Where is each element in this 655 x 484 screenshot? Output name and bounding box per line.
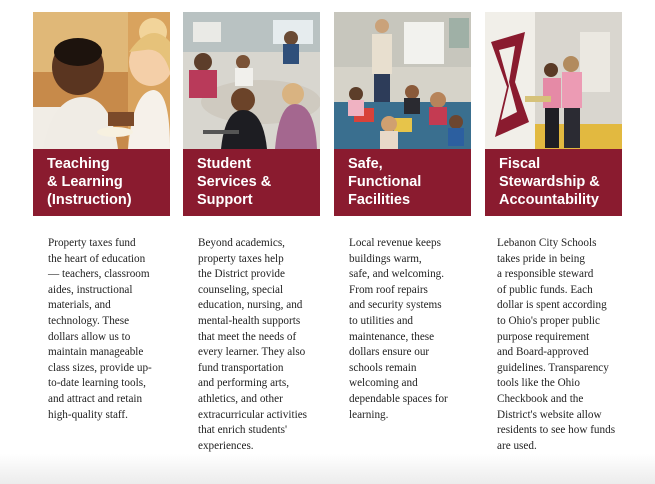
- category-description: Local revenue keeps buildings warm, safe, and welcoming. From roof repairs and security systems to utilities and maintenance, these dollars ensure our schools remain welcoming and dependable spaces for learning.: [349, 237, 448, 421]
- card-teaching-learning: [33, 12, 170, 423]
- category-band: [33, 149, 170, 216]
- photo-classroom-students: [183, 12, 320, 149]
- category-band: [183, 149, 320, 216]
- photo-classroom-carpet: [334, 12, 471, 149]
- photo-hallway-staff: [485, 12, 622, 149]
- category-description: Beyond academics, property taxes help the District provide counseling, special education, nursing, and mental-health supports that meet the needs of every learner. They also fund transportation and performing arts, athletics, and other extracurricular activities that enrich students' experiences.: [198, 237, 308, 452]
- card-fiscal-stewardship: [485, 12, 622, 454]
- category-band: [485, 149, 622, 216]
- card-safe-facilities: [334, 12, 471, 423]
- photo-students-learning: [33, 12, 170, 149]
- category-band: [334, 149, 471, 216]
- category-title: Safe, Functional Facilities: [348, 156, 422, 208]
- category-description: Property taxes fund the heart of education — teachers, classroom aides, instructional materials, and technology. These dollars allow us to maintain manageable class sizes, provide up- to-date learning tools, and attract and retain high-quality staff.: [48, 237, 152, 421]
- card-student-services: [183, 12, 320, 454]
- category-title: Fiscal Stewardship & Accountability: [499, 156, 600, 208]
- page-bottom-shadow: [0, 454, 655, 484]
- category-description: Lebanon City Schools takes pride in being a responsible steward of public funds. Each dollar is spent according to Ohio's proper public purpose requirement and Board-approved guidelines. Transparency tools like the Ohio Checkbook and the District's website allow residents to see how funds are used.: [497, 237, 616, 452]
- category-title: Teaching & Learning (Instruction): [47, 156, 132, 208]
- category-title: Student Services & Support: [197, 156, 272, 208]
